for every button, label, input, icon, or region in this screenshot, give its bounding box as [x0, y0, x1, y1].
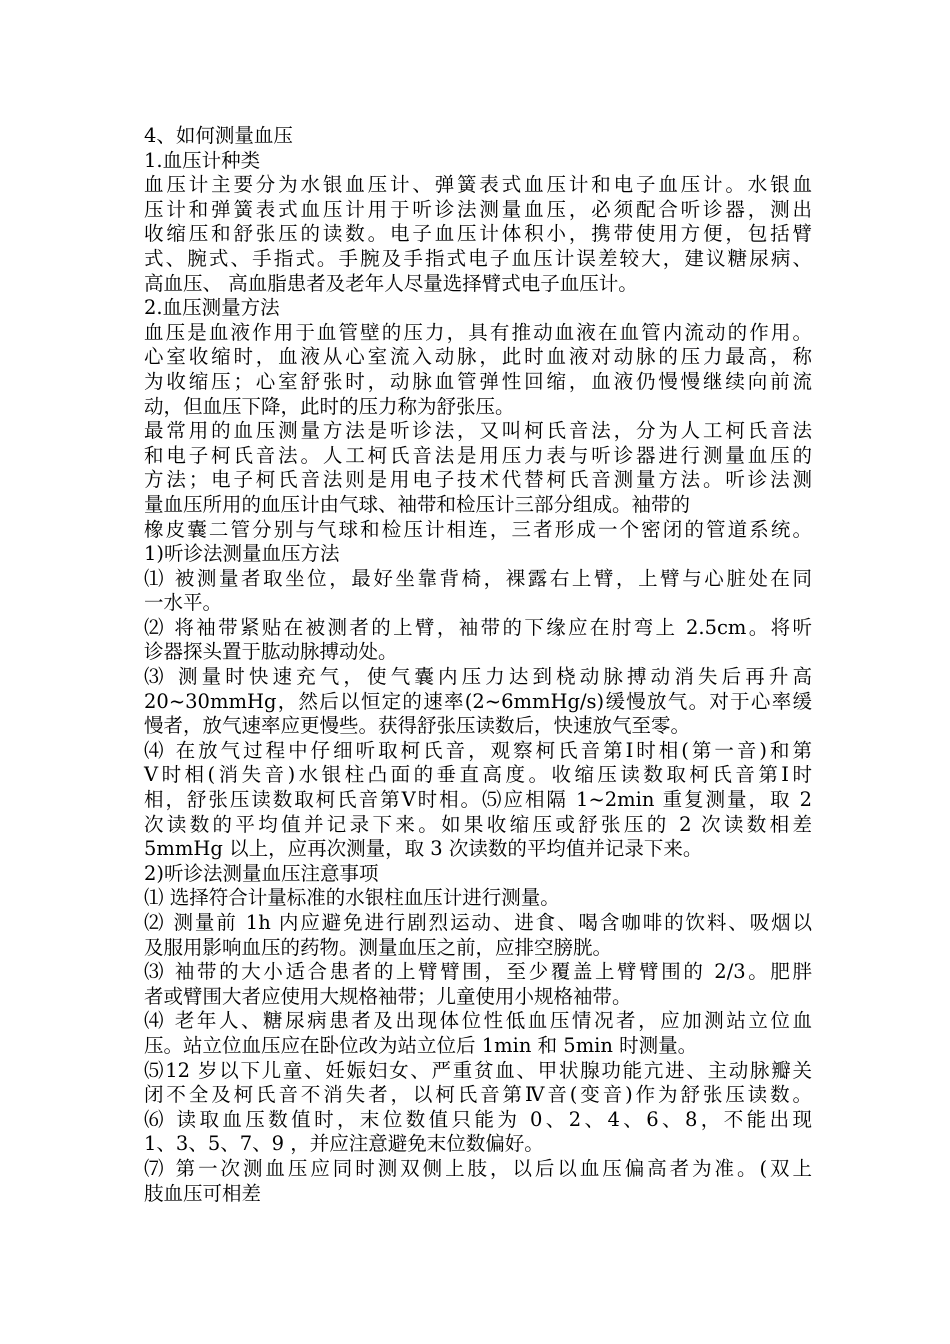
paragraph-line: 橡皮囊二管分别与气球和检压计相连，三者形成一个密闭的管道系统。 [144, 517, 812, 541]
list-item-line: ⑶ 袖带的大小适合患者的上臂臂围，至少覆盖上臂臂围的 2/3。肥胖 [144, 960, 812, 984]
list-item-line: ⑶ 测量时快速充气，使气囊内压力达到桡动脉搏动消失后再升高 [144, 665, 812, 689]
paragraph-line: 为收缩压；心室舒张时，动脉血管弹性回缩，血液仍慢慢继续向前流 [144, 369, 812, 393]
document-body [144, 124, 812, 1206]
paragraph-line: 方法；电子柯氏音法则是用电子技术代替柯氏音测量方法。听诊法测 [144, 468, 812, 492]
list-item-line: 5mmHg 以上，应再次测量，取 3 次读数的平均值并记录下来。 [144, 837, 703, 861]
paragraph-line: 高血压、 高血脂患者及老年人尽量选择臂式电子血压计。 [144, 271, 638, 295]
paragraph-line: 最常用的血压测量方法是听诊法，又叫柯氏音法，分为人工柯氏音法 [144, 419, 812, 443]
list-item-line: 及服用影响血压的药物。测量血压之前，应排空膀胱。 [144, 935, 613, 959]
list-item-line: ⑵ 测量前 1h 内应避免进行剧烈运动、进食、喝含咖啡的饮料、吸烟以 [144, 911, 812, 934]
list-item-line: ⑷ 在放气过程中仔细听取柯氏音，观察柯氏音第Ⅰ时相(第一音)和第 [144, 738, 812, 762]
list-item-line: ⑹ 读取血压数值时，末位数值只能为 0、2、4、6、8，不能出现 [144, 1107, 812, 1131]
list-item-line: 1、3、5、7、9 ，并应注意避免末位数偏好。 [144, 1132, 544, 1156]
paragraph-line: 量血压所用的血压计由气球、袖带和检压计三部分组成。袖带的 [144, 492, 691, 516]
paragraph-line: 动，但血压下降，此时的压力称为舒张压。 [144, 394, 515, 418]
list-item-line: 20~30mmHg，然后以恒定的速率(2~6mmHg/s)缓慢放气。对于心率缓 [144, 689, 812, 713]
paragraph-line: 式、腕式、手指式。手腕及手指式电子血压计误差较大，建议糖尿病、 [144, 246, 812, 270]
list-item-line: 诊器探头置于肱动脉搏动处。 [144, 640, 398, 664]
list-item-line: ⑺ 第一次测血压应同时测双侧上肢，以后以血压偏高者为准。(双上 [144, 1156, 812, 1180]
list-item-line: 者或臂围大者应使用大规格袖带；儿童使用小规格袖带。 [144, 984, 632, 1008]
paragraph-line: 压计和弹簧表式血压计用于听诊法测量血压，必须配合听诊器，测出 [144, 197, 812, 221]
list-item-line: ⑴ 被测量者取坐位，最好坐靠背椅，裸露右上臂，上臂与心脏处在同 [144, 566, 812, 590]
list-item-line: 压。站立位血压应在卧位改为站立位后 1min 和 5min 时测量。 [144, 1033, 698, 1057]
document-title: 4、如何测量血压 [144, 124, 293, 147]
subsection-heading: 1)听诊法测量血压方法 [144, 542, 340, 566]
list-item-line: Ⅴ时相(消失音)水银柱凸面的垂直高度。收缩压读数取柯氏音第Ⅰ时 [144, 763, 812, 787]
list-item-line: ⑴ 选择符合计量标准的水银柱血压计进行测量。 [144, 886, 560, 910]
paragraph-line: 和电子柯氏音法。人工柯氏音法是用压力表与听诊器进行测量血压的 [144, 443, 812, 467]
list-item-line: 慢者，放气速率应更慢些。获得舒张压读数后，快速放气至零。 [144, 714, 691, 738]
list-item-line: 一水平。 [144, 591, 223, 615]
list-item-line: 闭不全及柯氏音不消失者，以柯氏音第Ⅳ音(变音)作为舒张压读数。 [144, 1083, 812, 1107]
list-item-line: 肢血压可相差 [144, 1181, 262, 1205]
list-item-line: ⑵ 将袖带紧贴在被测者的上臂，袖带的下缘应在肘弯上 2.5cm。将听 [144, 615, 812, 639]
paragraph-line: 血压计主要分为水银血压计、弹簧表式血压计和电子血压计。水银血 [144, 173, 812, 197]
list-item-line: 次读数的平均值并记录下来。如果收缩压或舒张压的 2 次读数相差 [144, 812, 812, 836]
section-heading: 2.血压测量方法 [144, 296, 280, 320]
list-item-line: 相，舒张压读数取柯氏音第Ⅴ时相。⑸应相隔 1~2min 重复测量，取 2 [144, 788, 812, 812]
section-heading: 1.血压计种类 [144, 148, 261, 172]
list-item-line: ⑷ 老年人、糖尿病患者及出现体位性低血压情况者，应加测站立位血 [144, 1009, 812, 1033]
paragraph-line: 血压是血液作用于血管壁的压力，具有推动血液在血管内流动的作用。 [144, 320, 812, 344]
paragraph-line: 心室收缩时，血液从心室流入动脉，此时血液对动脉的压力最高，称 [144, 345, 812, 369]
list-item-line: ⑸12 岁以下儿童、妊娠妇女、严重贫血、甲状腺功能亢进、主动脉瓣关 [144, 1058, 812, 1082]
subsection-heading: 2)听诊法测量血压注意事项 [144, 861, 379, 885]
paragraph-line: 收缩压和舒张压的读数。电子血压计体积小，携带使用方便，包括臂 [144, 222, 812, 246]
